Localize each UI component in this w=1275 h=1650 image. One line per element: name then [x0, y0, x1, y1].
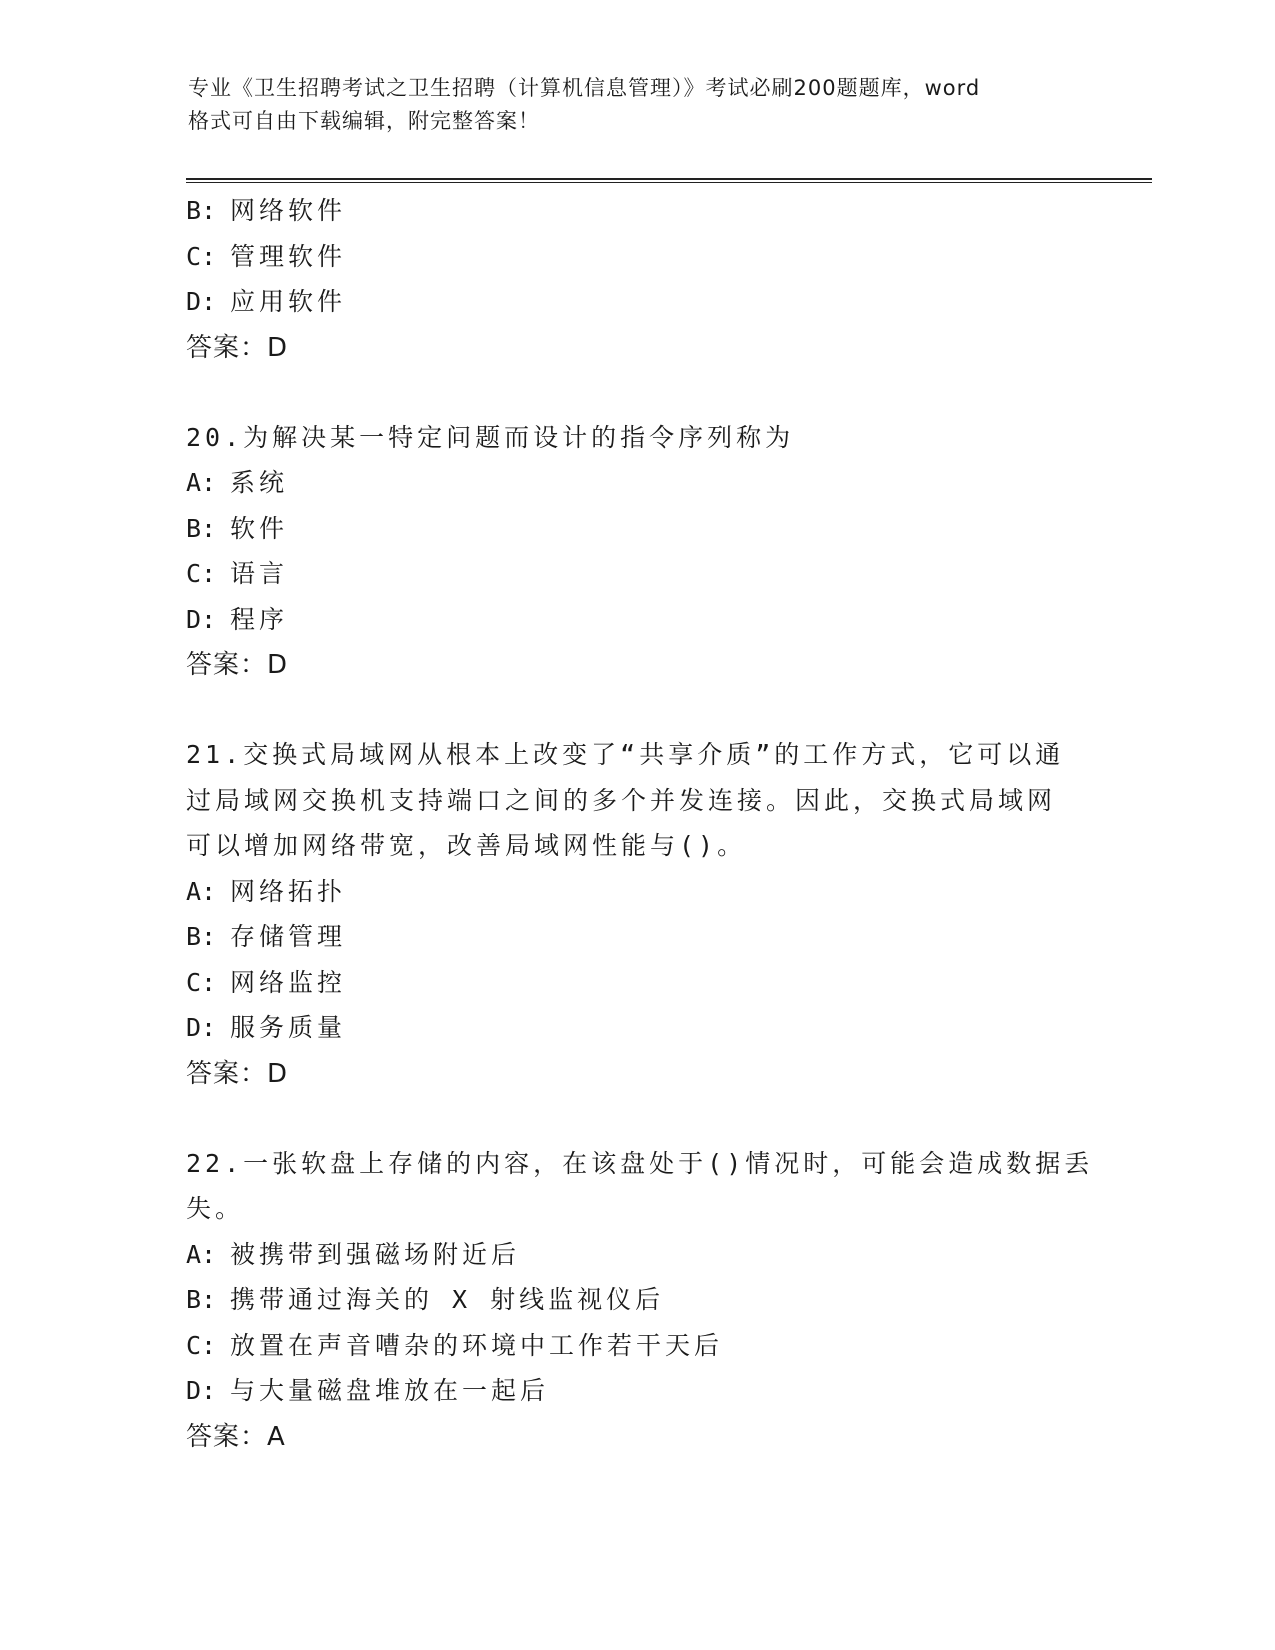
option-d: D: 程序 — [186, 604, 289, 634]
header-divider — [186, 178, 1152, 183]
option-c: C: 放置在声音嘈杂的环境中工作若干天后 — [186, 1330, 724, 1360]
header-line-2: 格式可自由下载编辑，附完整答案！ — [188, 109, 540, 133]
question-21 — [186, 732, 1086, 1097]
document-header — [188, 72, 1088, 138]
option-c: C: 语言 — [186, 559, 289, 588]
option-a: A: 被携带到强磁场附近后 — [186, 1239, 521, 1269]
question-text-line-2: 失。 — [186, 1194, 245, 1223]
option-d: D: 与大量磁盘堆放在一起后 — [186, 1376, 550, 1405]
answer-line: 答案：A — [186, 1421, 286, 1452]
option-d: D: 应用软件 — [186, 287, 347, 316]
question-20 — [186, 415, 1086, 689]
answer-line: 答案：D — [186, 332, 289, 363]
option-b: B: 存储管理 — [186, 922, 347, 951]
option-b: B: 软件 — [186, 513, 289, 543]
answer-line: 答案：D — [186, 1058, 289, 1089]
question-text: 20.为解决某一特定问题而设计的指令序列称为 — [186, 422, 795, 452]
question-19-continued — [186, 188, 1086, 371]
question-text-line-3: 可以增加网络带宽，改善局域网性能与()。 — [186, 831, 747, 860]
option-d: D: 服务质量 — [186, 1013, 347, 1042]
question-text-line-1: 22.一张软盘上存储的内容，在该盘处于()情况时，可能会造成数据丢 — [186, 1148, 1094, 1178]
question-text-line-2: 过局域网交换机支持端口之间的多个并发连接。因此，交换式局域网 — [186, 785, 1057, 815]
question-list — [186, 188, 1094, 1460]
question-text-line-1: 21.交换式局域网从根本上改变了“共享介质”的工作方式，它可以通 — [186, 740, 1065, 769]
header-line-1: 专业《卫生招聘考试之卫生招聘（计算机信息管理）》考试必刷200题题库，word — [188, 76, 981, 100]
option-a: A: 系统 — [186, 468, 289, 497]
option-c: C: 网络监控 — [186, 967, 347, 997]
option-b: B: 携带通过海关的 X 射线监视仪后 — [186, 1285, 665, 1314]
option-c: C: 管理软件 — [186, 241, 347, 271]
question-22 — [186, 1141, 1094, 1460]
option-b: B: 网络软件 — [186, 196, 347, 225]
answer-line: 答案：D — [186, 650, 289, 680]
option-a: A: 网络拓扑 — [186, 876, 347, 906]
